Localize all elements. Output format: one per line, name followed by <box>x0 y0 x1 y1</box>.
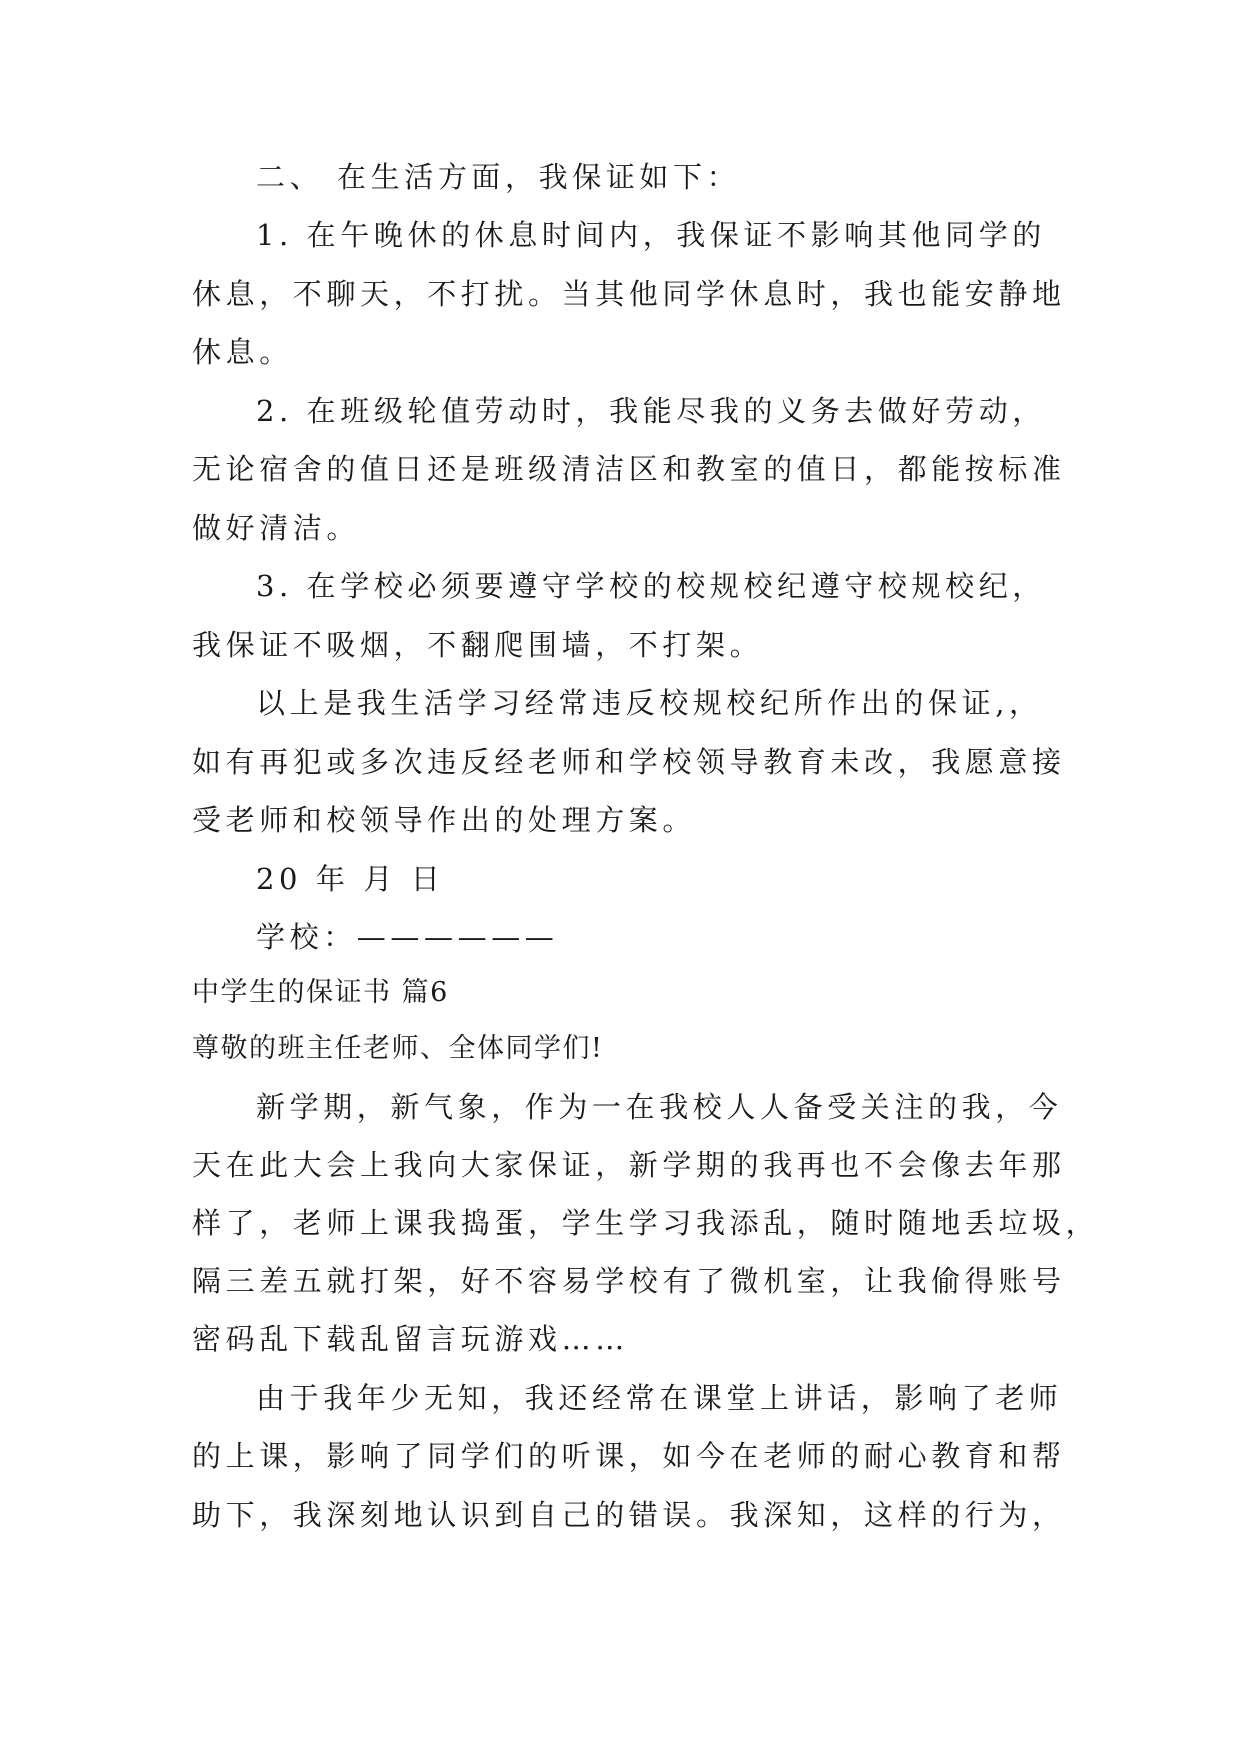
paragraph-line: 如有再犯或多次违反经老师和学校领导教育未改，我愿意接 <box>192 745 1066 779</box>
paragraph-line: 做好清洁。 <box>192 511 361 545</box>
paragraph-line: 由于我年少无知，我还经常在课堂上讲话，影响了老师 <box>256 1381 1063 1415</box>
section-heading: 二、 在生活方面，我保证如下： <box>256 160 741 194</box>
paragraph-line: 天在此大会上我向大家保证，新学期的我再也不会像去年那 <box>192 1148 1066 1182</box>
date-line: 20 年 月 日 <box>256 862 445 896</box>
paragraph-line: 密码乱下载乱留言玩游戏…… <box>192 1322 629 1356</box>
paragraph-line: 新学期，新气象，作为一在我校人人备受关注的我，今 <box>256 1090 1063 1124</box>
article-title: 中学生的保证书 篇6 <box>192 977 449 1008</box>
paragraph-line: 助下，我深刻地认识到自己的错误。我深知，这样的行为， <box>192 1498 1066 1532</box>
paragraph-line: 1. 在午晚休的休息时间内，我保证不影响其他同学的 <box>256 218 1046 252</box>
paragraph-line: 受老师和校领导作出的处理方案。 <box>192 803 697 837</box>
school-line: 学校：—————— <box>256 920 559 954</box>
paragraph-line: 样了，老师上课我捣蛋，学生学习我添乱，随时随地丢垃圾， <box>192 1206 1100 1240</box>
salutation: 尊敬的班主任老师、全体同学们! <box>192 1033 604 1064</box>
paragraph-line: 3. 在学校必须要遵守学校的校规校纪遵守校规校纪， <box>256 569 1046 603</box>
paragraph-line: 隔三差五就打架，好不容易学校有了微机室，让我偷得账号 <box>192 1264 1066 1298</box>
paragraph-line: 我保证不吸烟，不翻爬围墙，不打架。 <box>192 628 764 662</box>
paragraph-line: 休息。 <box>192 335 293 369</box>
paragraph-line: 的上课，影响了同学们的听课，如今在老师的耐心教育和帮 <box>192 1439 1066 1473</box>
paragraph-line: 2. 在班级轮值劳动时，我能尽我的义务去做好劳动， <box>256 394 1046 428</box>
paragraph-line: 无论宿舍的值日还是班级清洁区和教室的值日，都能按标准 <box>192 452 1066 486</box>
paragraph-line: 休息，不聊天，不打扰。当其他同学休息时，我也能安静地 <box>192 277 1066 311</box>
paragraph-line: 以上是我生活学习经常违反校规校纪所作出的保证,， <box>256 686 1043 720</box>
